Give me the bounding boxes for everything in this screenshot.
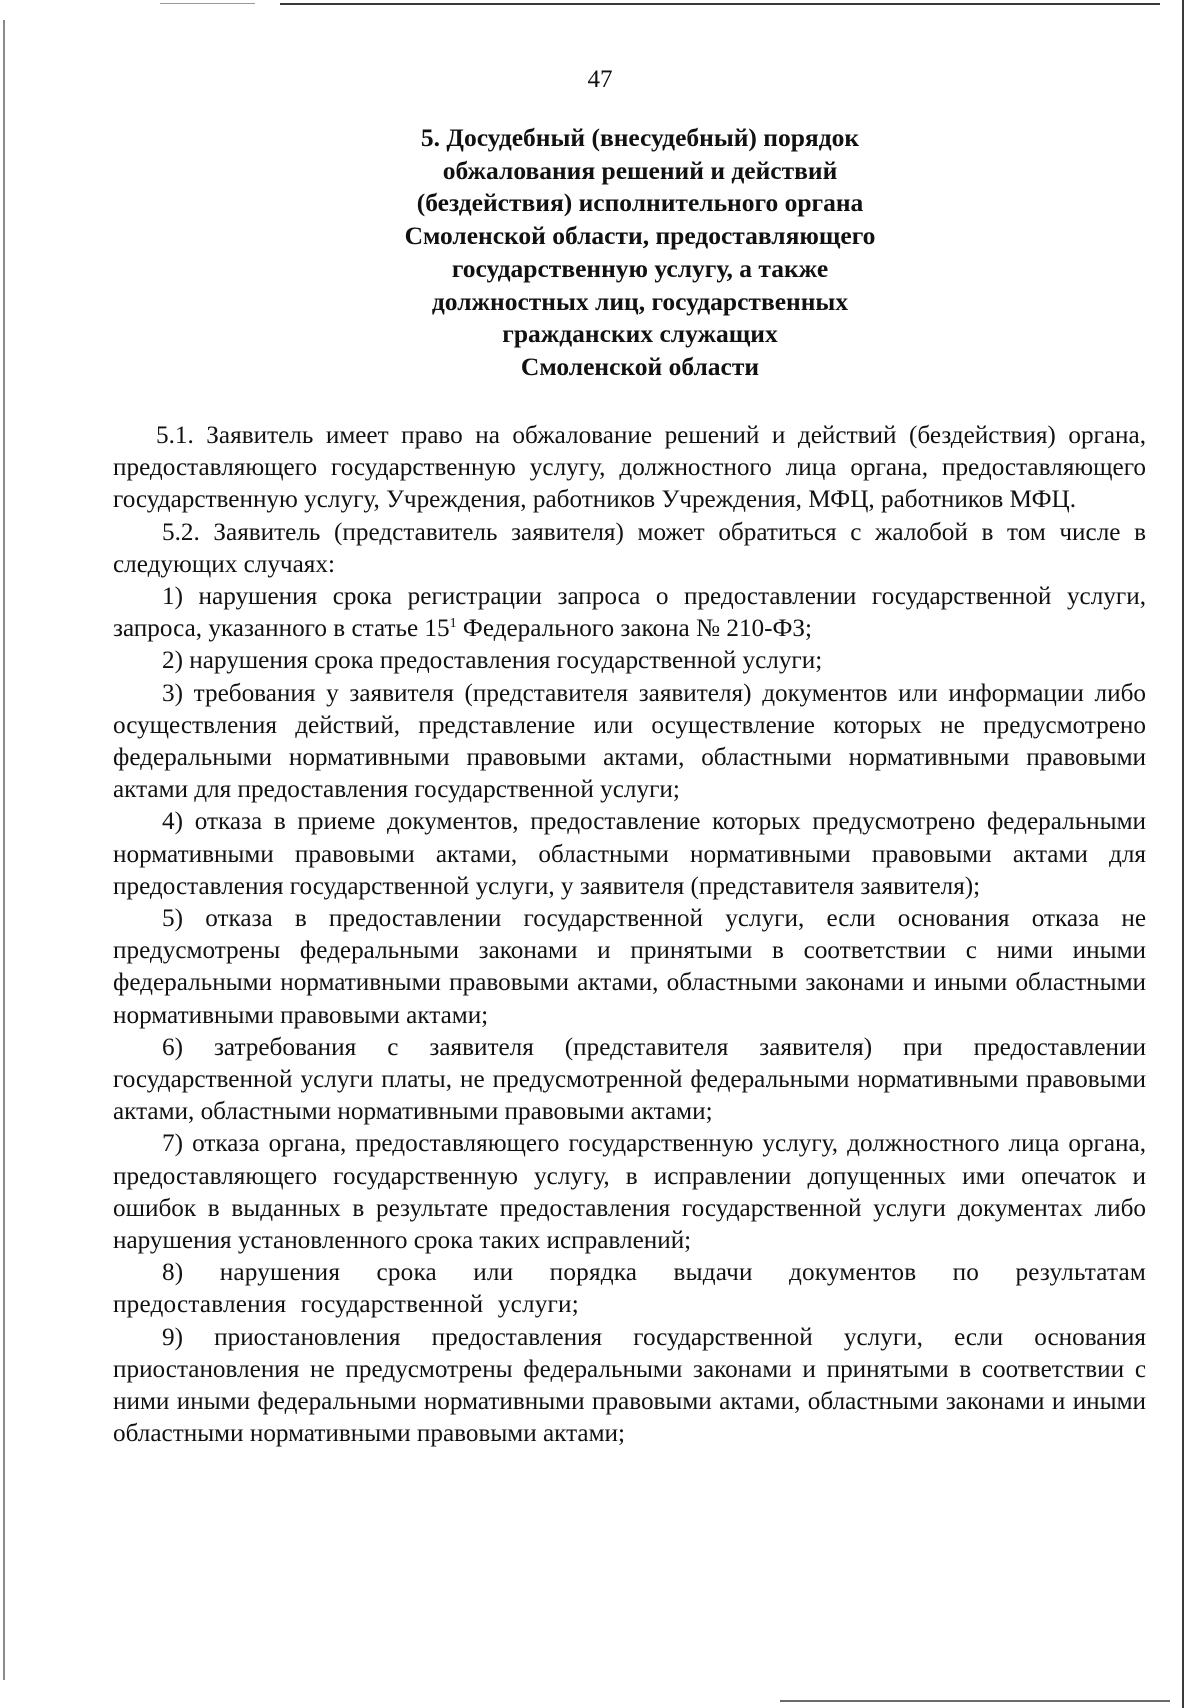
list-item-7: 7) отказа органа, предоставляющего государственную услугу, должностного лица органа, предоставляющего государственную услугу, в исправлении допущенных ими опечаток и ошибок в выданных в результате предоставления государственной услуги документах либо нарушения установленного срока таких исправлений; xyxy=(113,1130,1146,1255)
list-item-2: 2) нарушения срока предоставления государственной услуги; xyxy=(162,647,823,675)
heading-line: 5. Досудебный (внесудебный) порядок xyxy=(420,123,860,152)
list-item-4: 4) отказа в приеме документов, предоставление которых предусмотрено федеральными нормативными правовыми актами, областными нормативными правовыми актами для предоставления государственной услуги, у заявителя (представителя заявителя); xyxy=(113,808,1146,900)
heading-line: гражданских служащих xyxy=(502,319,778,349)
paragraph-5-1: 5.1. Заявитель имеет право на обжалование решений и действий (бездействия) органа, предоставляющего государственную услугу, должностного лица органа, предоставляющего государственную услугу, Учреждения, работников Учреждения, МФЦ, работников МФЦ. xyxy=(113,422,1146,514)
heading-line: Смоленской области xyxy=(520,351,760,381)
heading-line: государственную услугу, а также xyxy=(451,253,829,283)
document-body xyxy=(113,420,1146,1451)
page-number: 47 xyxy=(587,66,613,93)
paragraph-5-2: 5.2. Заявитель (представитель заявителя) может обратиться с жалобой в том числе в следующих случаях: xyxy=(113,518,1146,578)
scan-edge-top xyxy=(280,3,1160,5)
list-item-1-tail: Федерального закона № 210-ФЗ; xyxy=(456,615,813,643)
superscript: 1 xyxy=(449,616,457,632)
section-heading xyxy=(360,122,920,384)
list-item-1 xyxy=(113,581,1146,645)
heading-line: Смоленской области, предоставляющего xyxy=(404,221,876,251)
scan-edge-right xyxy=(1182,0,1184,1708)
scan-edge-bottom xyxy=(780,1700,1170,1702)
list-item-8: 8) нарушения срока или порядка выдачи документов по результатам предоставления государственной услуги; xyxy=(113,1259,1146,1319)
scan-edge-left xyxy=(3,20,5,1680)
list-item-6: 6) затребования с заявителя (представителя заявителя) при предоставлении государственной услуги платы, не предусмотренной федеральными нормативными правовыми актами, областными нормативными правовыми актами; xyxy=(113,1033,1146,1126)
list-item-9: 9) приостановления предоставления государственной услуги, если основания приостановления не предусмотрены федеральными законами и принятыми в соответствии с ними иными федеральными нормативными правовыми актами, областными законами и иными областными нормативными правовыми актами; xyxy=(113,1323,1146,1448)
list-item-1-text: 1) нарушения срока регистрации запроса о предоставлении государственной услуги, запроса, указанного в статье 15 xyxy=(113,583,1146,643)
heading-line: должностных лиц, государственных xyxy=(431,286,849,316)
heading-line: обжалования решений и действий xyxy=(442,155,838,185)
list-item-3: 3) требования у заявителя (представителя заявителя) документов или информации либо осуществления действий, представление или осуществление которых не предусмотрено федеральными нормативными правовыми актами, областными нормативными правовыми актами для предоставления государственной услуги; xyxy=(113,679,1146,804)
scan-edge-top-left xyxy=(160,3,255,4)
list-item-5: 5) отказа в предоставлении государственной услуги, если основания отказа не предусмотрены федеральными законами и принятыми в соответствии с ними иными федеральными нормативными правовыми актами, областными законами и иными областными нормативными правовыми актами; xyxy=(113,905,1146,1029)
heading-line: (бездействия) исполнительного органа xyxy=(416,188,864,218)
